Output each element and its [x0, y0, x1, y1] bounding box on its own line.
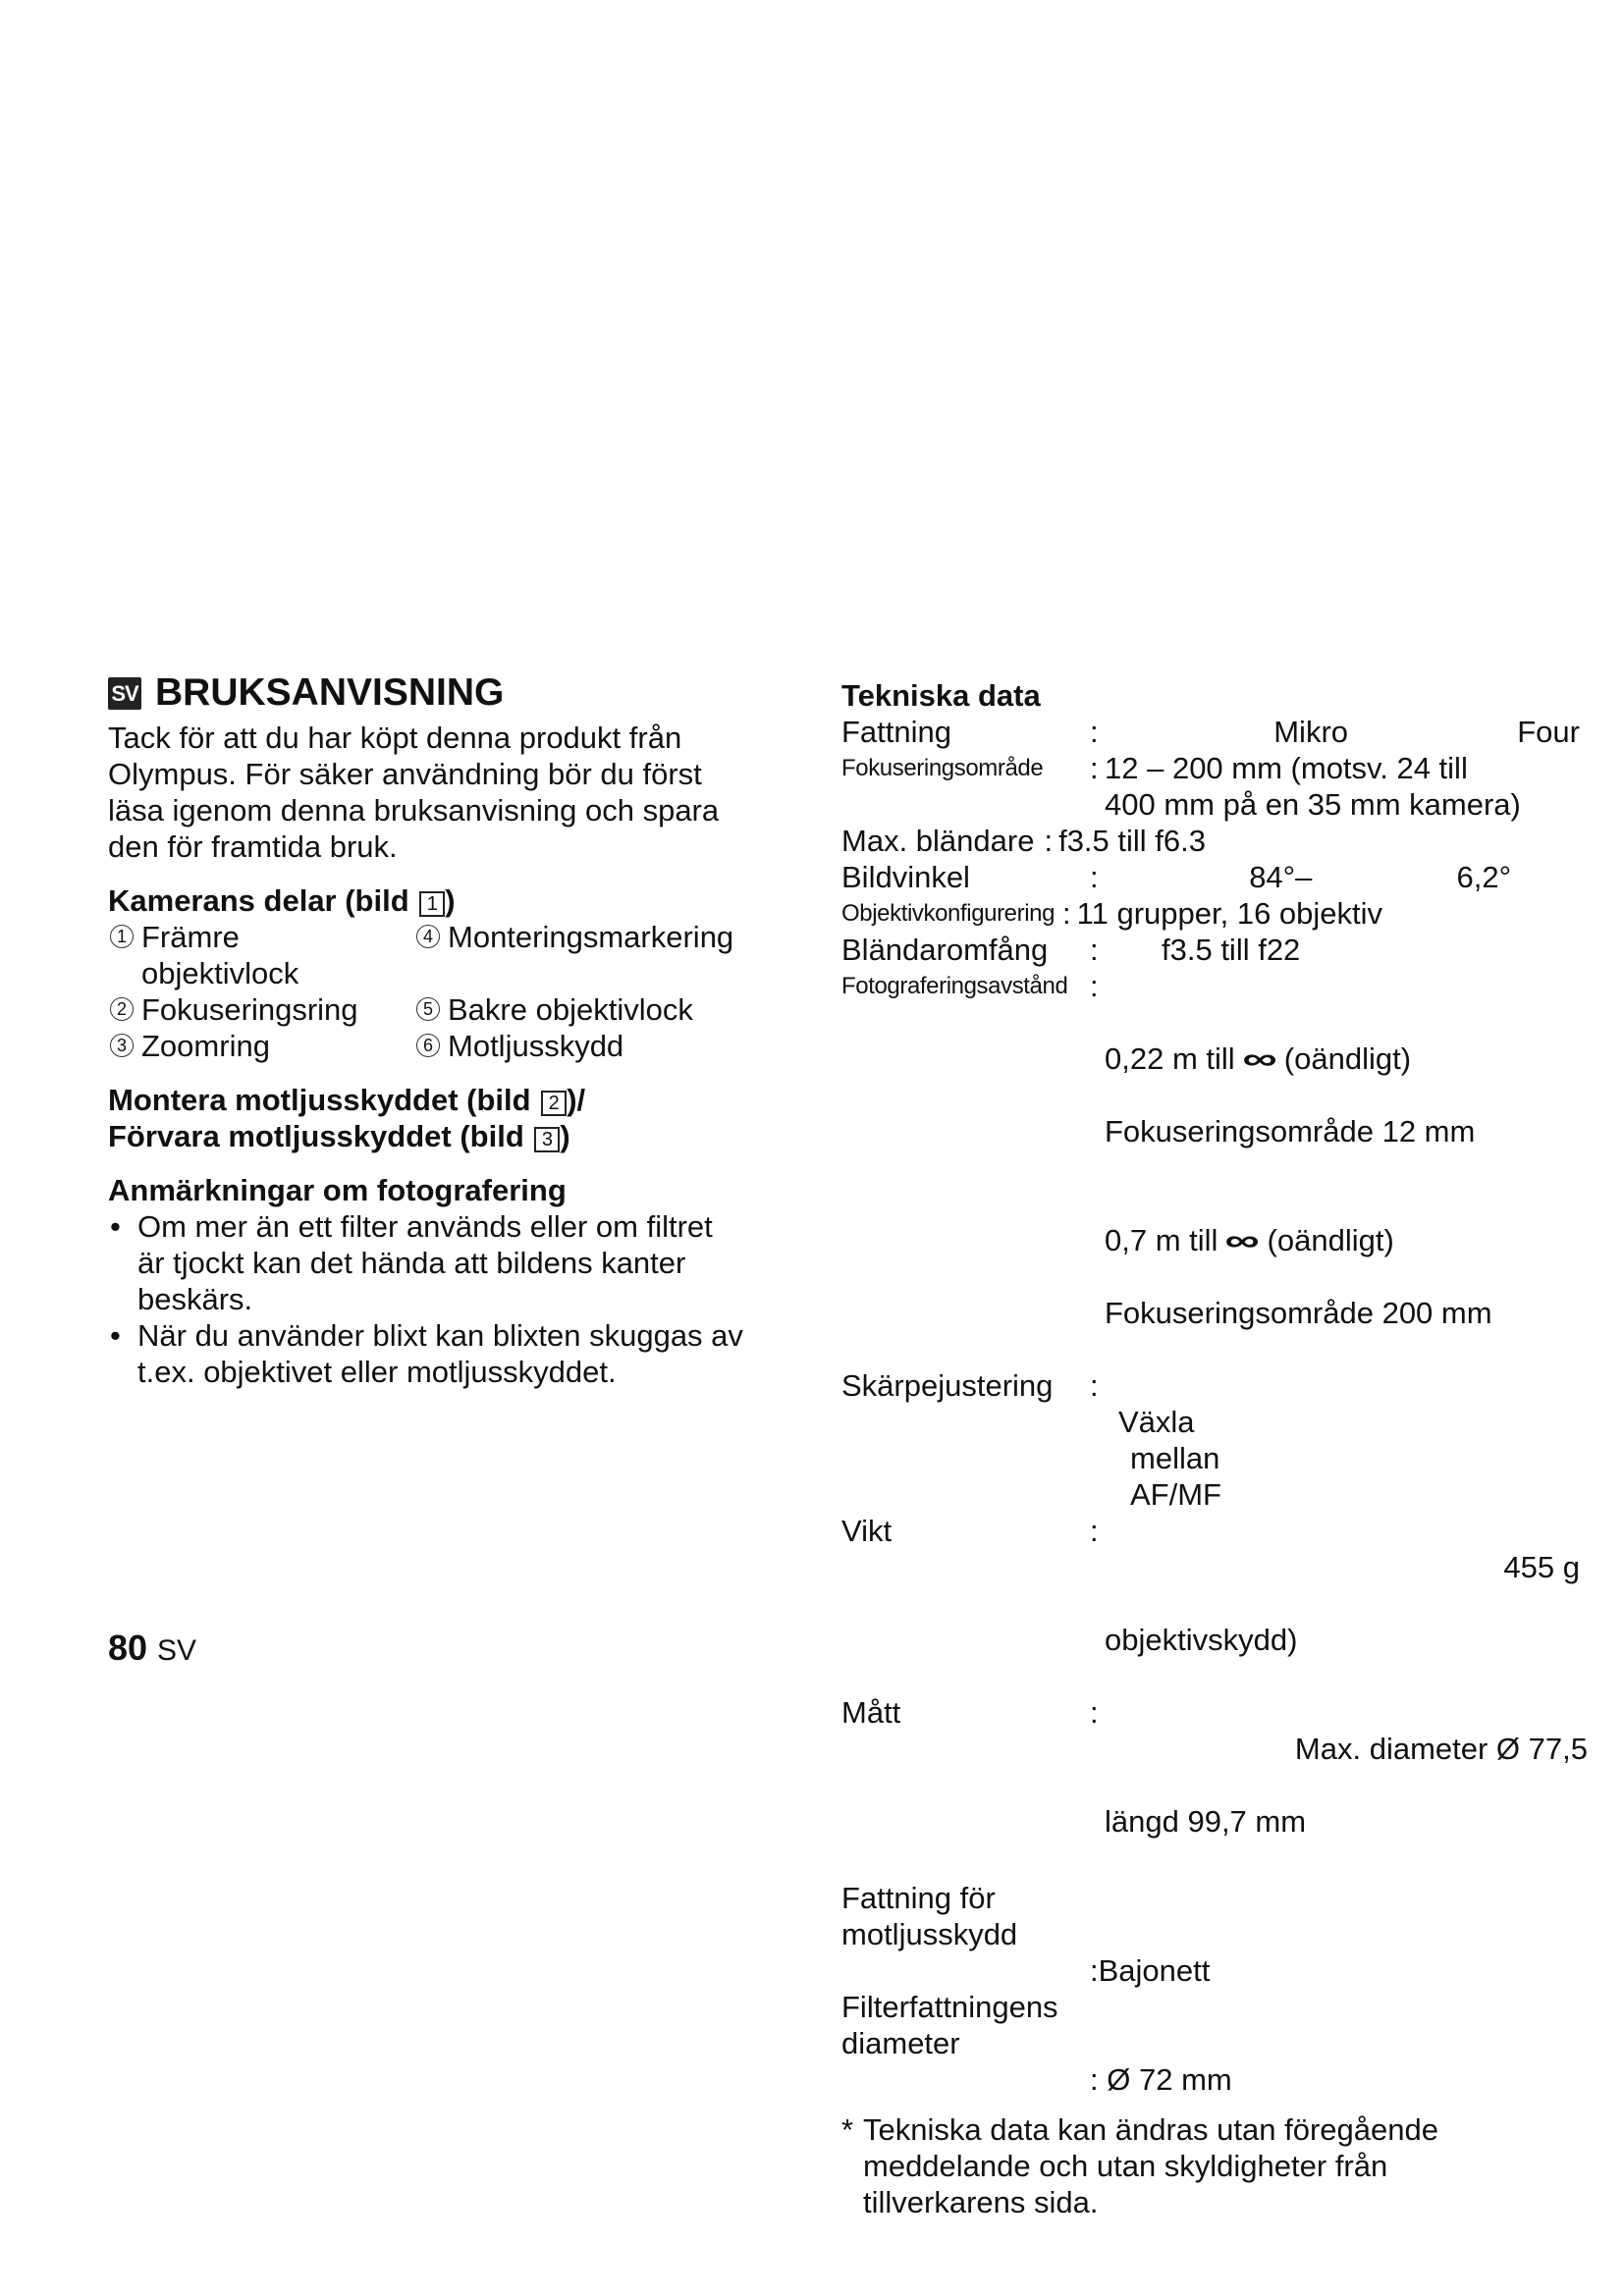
circled-number-icon: 5 [416, 997, 440, 1021]
figure-ref-icon: 1 [419, 891, 445, 917]
circled-number-icon: 3 [110, 1034, 134, 1057]
part-item: 6 Motljusskydd [414, 1028, 738, 1064]
spec-hood-mount: Fattning för motljusskydd :Bajonett [841, 1881, 1211, 1988]
bullet-icon: • [110, 1318, 121, 1353]
parts-list [108, 919, 776, 1064]
spec-max-aperture: Max. bländare : f3.5 till f6.3 [841, 824, 1206, 858]
specs-footnote: * Tekniska data kan ändras utan föregående meddelande och utan skyldigheter från tillverkarens sida. [841, 2112, 1438, 2219]
part-item: 5 Bakre objektivlock [414, 991, 738, 1028]
section-title-text: BRUKSANVISNING [155, 671, 505, 714]
page-footer [108, 1629, 196, 1669]
spec-aperture-range: Bländaromfång : f3.5 till f22 [841, 933, 1301, 967]
page-number: 80 [108, 1628, 148, 1668]
footer-language: SV [157, 1634, 197, 1667]
circled-number-icon: 2 [110, 997, 134, 1021]
spec-filter-diameter: Filterfattningens diameter : Ø 72 mm [841, 1990, 1232, 2097]
asterisk-icon: * [841, 2112, 854, 2147]
language-badge: SV [108, 677, 141, 710]
spec-weight: Vikt : 455 g objektivskydd) [841, 1514, 1580, 1657]
specs-heading: Tekniska data [841, 678, 1041, 713]
part-item: 3 Zoomring [108, 1028, 414, 1064]
right-column [841, 677, 1588, 2220]
spec-mount: Fattning : Mikro Four [841, 715, 1580, 749]
infinity-icon: ∞ [1242, 1041, 1277, 1076]
infinity-icon: ∞ [1224, 1223, 1261, 1257]
section-title [108, 669, 776, 717]
part-item: 4 Monteringsmarkering [414, 919, 738, 991]
parts-heading: Kamerans delar (bild 1 ) [108, 883, 456, 918]
circled-number-icon: 1 [110, 925, 134, 948]
bullet-icon: • [110, 1209, 121, 1244]
note-item: • Om mer än ett filter används eller om filtret är tjockt kan det hända att bildens kanter beskärs. [110, 1209, 713, 1316]
intro-paragraph: Tack för att du har köpt denna produkt från Olympus. För säker användning bör du först läsa igenom denna bruksanvisning och spara den för framtida bruk. [108, 721, 720, 864]
note-item: • När du använder blixt kan blixten skuggas av t.ex. objektivet eller motljusskyddet. [110, 1318, 743, 1389]
part-item: 1 Främre objektivlock [108, 919, 414, 991]
circled-number-icon: 6 [416, 1034, 440, 1057]
figure-ref-icon: 2 [541, 1091, 567, 1116]
spec-lens-config: Objektivkonfigurering : 11 grupper, 16 objektiv [841, 896, 1383, 931]
figure-ref-icon: 3 [534, 1127, 560, 1152]
spec-focal-length: Fokuseringsområde : 12 – 200 mm (motsv. 24 till 400 mm på en 35 mm kamera) [841, 751, 1521, 822]
spec-angle-of-view: Bildvinkel : 84°– 6,2° [841, 860, 1511, 894]
part-item: 2 Fokuseringsring [108, 991, 414, 1028]
hood-heading-mount: Montera motljusskyddet (bild 2 )/ [108, 1083, 586, 1117]
hood-heading-store: Förvara motljusskyddet (bild 3 ) [108, 1119, 570, 1153]
circled-number-icon: 4 [416, 925, 440, 948]
spec-shooting-distance: Fotograferingsavstånd : 0,22 m till ∞ (oändligt) Fokuseringsområde 12 mm 0,7 m till ∞ (oändligt) Fokuseringsområde 200 mm [841, 969, 1492, 1330]
spec-focus-adjustment: Skärpejustering : Växla mellan AF/MF [841, 1368, 1221, 1512]
left-column [108, 669, 776, 1390]
notes-heading: Anmärkningar om fotografering [108, 1173, 567, 1207]
spec-dimensions: Mått : Max. diameter Ø 77,5 längd 99,7 mm [841, 1695, 1588, 1839]
